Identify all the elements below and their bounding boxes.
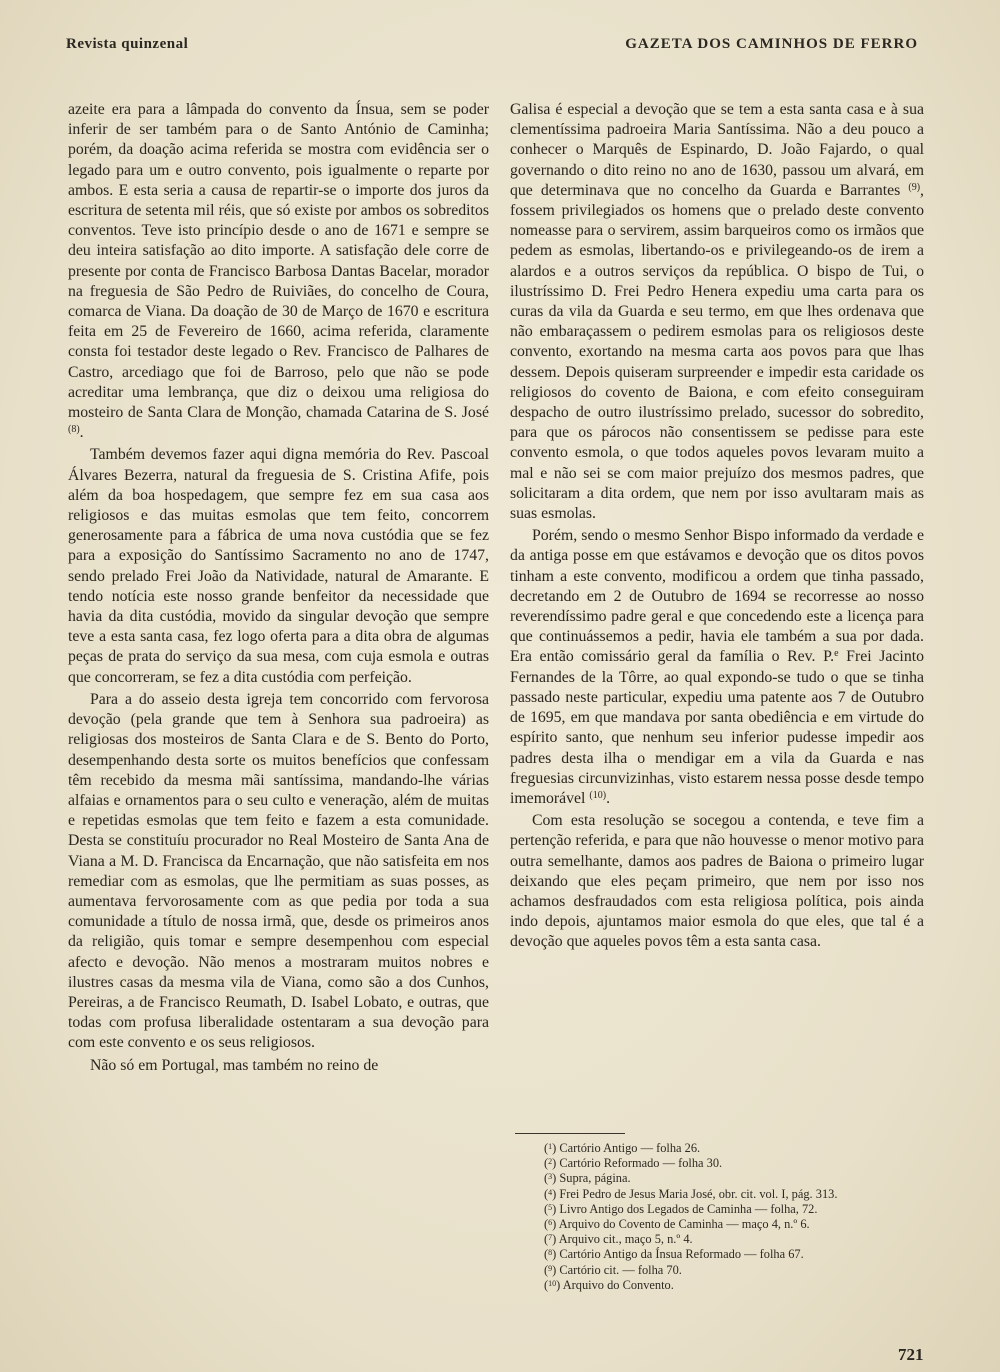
footnote-text: Livro Antigo dos Legados de Caminha — folha, 72. <box>559 1201 818 1216</box>
footnote-open-paren: ( <box>544 1262 549 1277</box>
footnote-close-paren: ) <box>552 1232 559 1247</box>
footnote-open-paren: ( <box>544 1217 549 1232</box>
text-column-left <box>68 100 489 1076</box>
footnote-divider <box>515 1133 625 1134</box>
footnote-open-paren: ( <box>544 1171 549 1186</box>
footnote-number: 5 <box>548 1202 553 1212</box>
footnote-text: Cartório Reformado — folha 30. <box>559 1156 723 1171</box>
footnote-number: 1 <box>548 1142 553 1151</box>
footnote <box>544 1140 924 1155</box>
header-right: GAZETA DOS CAMINHOS DE FERRO <box>625 36 918 52</box>
footnote-ref: (8) <box>68 424 80 436</box>
paragraph: Também devemos fazer aqui digna memória do Rev. Pascoal Álvares Bezerra, natural da freguesia de S. Cristina Afife, pois além da boa hospedagem, que sempre fez em sua casa aos religiosos e das muitas esmolas que tem feito, concorrem generosamente para a fábrica de uma nova custódia que se fez para a exposição do Santíssimo Sacramento no ano de 1747, sendo prelado Frei João da Natividade, natural de Amarante. E tendo notícia este nosso grande benfeitor da necessidade que havia da dita custódia, movido da singular devoção que sempre teve a esta santa casa, fez logo oferta para a dita obra de algumas peças de prata do serviço da sua mesa, com cuja esmola e outras que concorreram, se fez a dita custódia com perfeição. <box>68 446 489 686</box>
footnote-close-paren: ) <box>552 1201 560 1216</box>
footnote <box>544 1186 924 1201</box>
paragraph-text: azeite era para a lâmpada do convento da Ínsua, sem se poder inferir de ser também para o de Santo António de Caminha; porém, da doação acima referida se mostra com evidência ser o legado para um e outro convento, pois igualmente o reparte por ambos. E esta seria a causa de repartir-se o importe dos juros da escritura de setenta mil réis, que só existe por ambos os sobreditos conventos. Teve isto princípio desde o ano de 1671 e sempre se deu inteira satisfação ao dito importe. A satisfação dele corre de presente por conta de Francisco Barbosa Dantas Bacelar, morador na freguesia de São Pedro de Ruiviães, do concelho de Coura, comarca de Viana. Da doação de 30 de Março de 1670 e escritura feita em 25 de Fevereiro de 1660, acima referida, claramente consta foi testador deste legado o Rev. Francisco de Palhares de Castro, arcediago que foi de Barroso, pelo que não se pode acreditar uma lembrança, que diz o deixou uma religiosa do mosteiro de Santa Clara de Monção, chamada Catarina de S. José <box>68 101 489 422</box>
superscript-e: e <box>834 648 839 660</box>
footnote <box>544 1277 924 1292</box>
footnote-open-paren: ( <box>544 1156 549 1171</box>
footnote-number: 9 <box>548 1263 553 1273</box>
paragraph <box>510 526 924 809</box>
footnote-close-paren: ) <box>552 1171 560 1186</box>
footnote-open-paren: ( <box>544 1186 549 1201</box>
footnote-close-paren: ) <box>552 1141 560 1155</box>
footnote-number: 10 <box>548 1278 557 1288</box>
footnote-close-paren: ) <box>552 1156 560 1171</box>
footnote <box>544 1216 924 1231</box>
footnote-ref: (9) <box>908 181 921 193</box>
footnote-open-paren: ( <box>544 1201 549 1216</box>
footnote-open-paren: ( <box>544 1277 549 1292</box>
footnote-number: 8 <box>548 1248 553 1258</box>
footnote <box>544 1231 924 1246</box>
footnotes <box>544 1140 924 1292</box>
header-left: Revista quinzenal <box>66 36 189 52</box>
footnote-number: 7 <box>548 1233 553 1243</box>
paragraph-text: Porém, sendo o mesmo Senhor Bispo informado da verdade e da antiga posse em que estávamos e devoção que os ditos povos tinham a este convento, modificou a ordem que tinha passado, decretando em 2 de Outubro de 1694 se recorresse ao nosso reverendíssimo padre geral e que concedendo este a licença para que continuássemos a pedir, havia ele também a sua por dada. Era então comissário geral da família o Rev. P. <box>510 527 924 666</box>
footnote-close-paren: ) <box>552 1247 560 1262</box>
footnote-open-paren: ( <box>544 1232 549 1247</box>
footnote-number: 2 <box>548 1157 553 1167</box>
paragraph: Com esta resolução se socegou a contenda, e teve fim a pertenção referida, e para que não houvesse o menor motivo para outra semelhante, damos aos padres de Baiona o primeiro lugar deixando que eles peçam primeiro, que nem por isso nos achamos desfraudados com esta religiosa política, pois ainda indo depois, ajuntamos maior esmola do que eles, que tal é a devoção que aqueles povos têm a esta santa casa. <box>510 812 924 951</box>
footnote-number: 6 <box>548 1218 553 1228</box>
paragraph: Não só em Portugal, mas também no reino de <box>90 1056 379 1074</box>
page-number: 721 <box>898 1345 924 1364</box>
footnote-text: Cartório Antigo da Ínsua Reformado — folha 67. <box>559 1247 804 1262</box>
paragraph <box>68 100 489 443</box>
footnote-text: Cartório cit. — folha 70. <box>559 1262 682 1277</box>
footnote-close-paren: ) <box>556 1277 563 1292</box>
footnote-text: Frei Pedro de Jesus Maria José, obr. cit. vol. I, pág. 313. <box>559 1186 838 1201</box>
footnote-text: Arquivo do Covento de Caminha — maço 4, n.º 6. <box>558 1217 810 1232</box>
footnote <box>544 1170 924 1185</box>
footnote <box>544 1246 924 1261</box>
footnote-text: Supra, página. <box>559 1171 631 1186</box>
footnote-close-paren: ) <box>552 1262 560 1277</box>
footnote <box>544 1201 924 1216</box>
paragraph <box>510 100 924 524</box>
footnote <box>544 1262 924 1277</box>
footnote-ref: (10) <box>589 789 607 801</box>
footnote-number: 4 <box>548 1187 553 1197</box>
paragraph-text: , fossem privilegiados os homens que o prelado deste convento nomeasse para o servirem, assim barqueiros como os irmãos que pedem as esmolas, libertando-os e privilegeando-os de irem a alardos e a outros serviços da república. O bispo de Tui, o ilustríssimo D. Frei Pedro Henera expediu uma carta para os curas da vila da Guarda e seu termo, em que lhes ordenava que não embaraçassem o pedirem esmolas para os religiosos deste convento, exortando na mesma carta aos povos para que lhas dessem. Depois quiseram surpreender e impedir esta caridade os religiosos do covento de Baiona, e com efeito conseguiram despacho de outro ilustríssimo prelado, sucessor do sobredito, para que os párocos não consentissem se pedisse para este convento esmola, o que todos aqueles povos levaram muito a mal e não sei se com maior prejuízo dos mesmos padres, que solicitaram a dita ordem, que nem por isso avultaram mais as suas esmolas. <box>510 181 924 523</box>
punctuation: . <box>79 424 84 442</box>
footnote-close-paren: ) <box>552 1186 560 1201</box>
text-column-right <box>510 100 924 953</box>
footnote-open-paren: ( <box>544 1141 549 1155</box>
punctuation: . <box>606 789 611 807</box>
paragraph-text: Frei Jacinto Fernandes de la Tôrre, ao qual expondo-se tudo o que se tinha passado neste particular, expediu uma patente aos 7 de Outubro de 1695, em que mandava por santa obediência e em virtude do espírito santo, que nenhum seu inferior pudesse impedir aos padres desta ilha o mendigar em a vila da Guarda e nas freguesias circunvizinhas, visto estarem nessa posse desde tempo imemorável <box>510 648 924 807</box>
footnote-number: 3 <box>548 1172 553 1182</box>
paragraph-text: Galisa é especial a devoção que se tem a esta santa casa e à sua clementíssima padroeira Maria Santíssima. Não a deu pouco a conhecer o Marquês de Espinardo, D. João Fajardo, o qual governando o dito reino no ano de 1630, passou um alvará, em que determinava que no concelho da Guarda e Barrantes <box>510 101 924 199</box>
footnote <box>544 1155 924 1170</box>
footnote-text: Cartório Antigo — folha 26. <box>559 1141 701 1155</box>
footnote-open-paren: ( <box>544 1247 549 1262</box>
paragraph: Para a do asseio desta igreja tem concorrido com fervorosa devoção (pela grande que tem à Senhora sua padroeira) as religiosas dos mosteiros de Santa Clara e de S. Bento do Porto, desempenhando desta sorte os muitos benefícios que confessam têm recebido da mesma mãi santíssima, mandando-lhe várias alfaias e ornamentos para o seu culto e veneração, além de muitas e repetidas esmolas que tem feito e fazem a esta comunidade. Desta se constituíu procurador no Real Mosteiro de Santa Ana de Viana a M. D. Francisca da Encarnação, que não satisfeita em nos remediar com as esmolas, que lhe permitiam as suas posses, as aumentava fervorosamente com as que pedia por toda a sua comunidade a título de nossa irmã, que, desde os primeiros anos da religião, quis tomar e sempre desempenhou com especial afecto e devoção. Não menos a mostraram muitos nobres e ilustres casas da mesma vila de Viana, como são a dos Cunhos, Pereiras, a de Francisco Reumath, D. Isabel Lobato, e outras, que todas com profusa liberalidade ostentaram a sua devoção para com este convento e os seus religiosos. <box>68 690 489 1052</box>
footnote-text: Arquivo cit., maço 5, n.º 4. <box>558 1232 693 1247</box>
footnote-close-paren: ) <box>552 1217 559 1232</box>
footnote-text: Arquivo do Convento. <box>562 1277 674 1292</box>
